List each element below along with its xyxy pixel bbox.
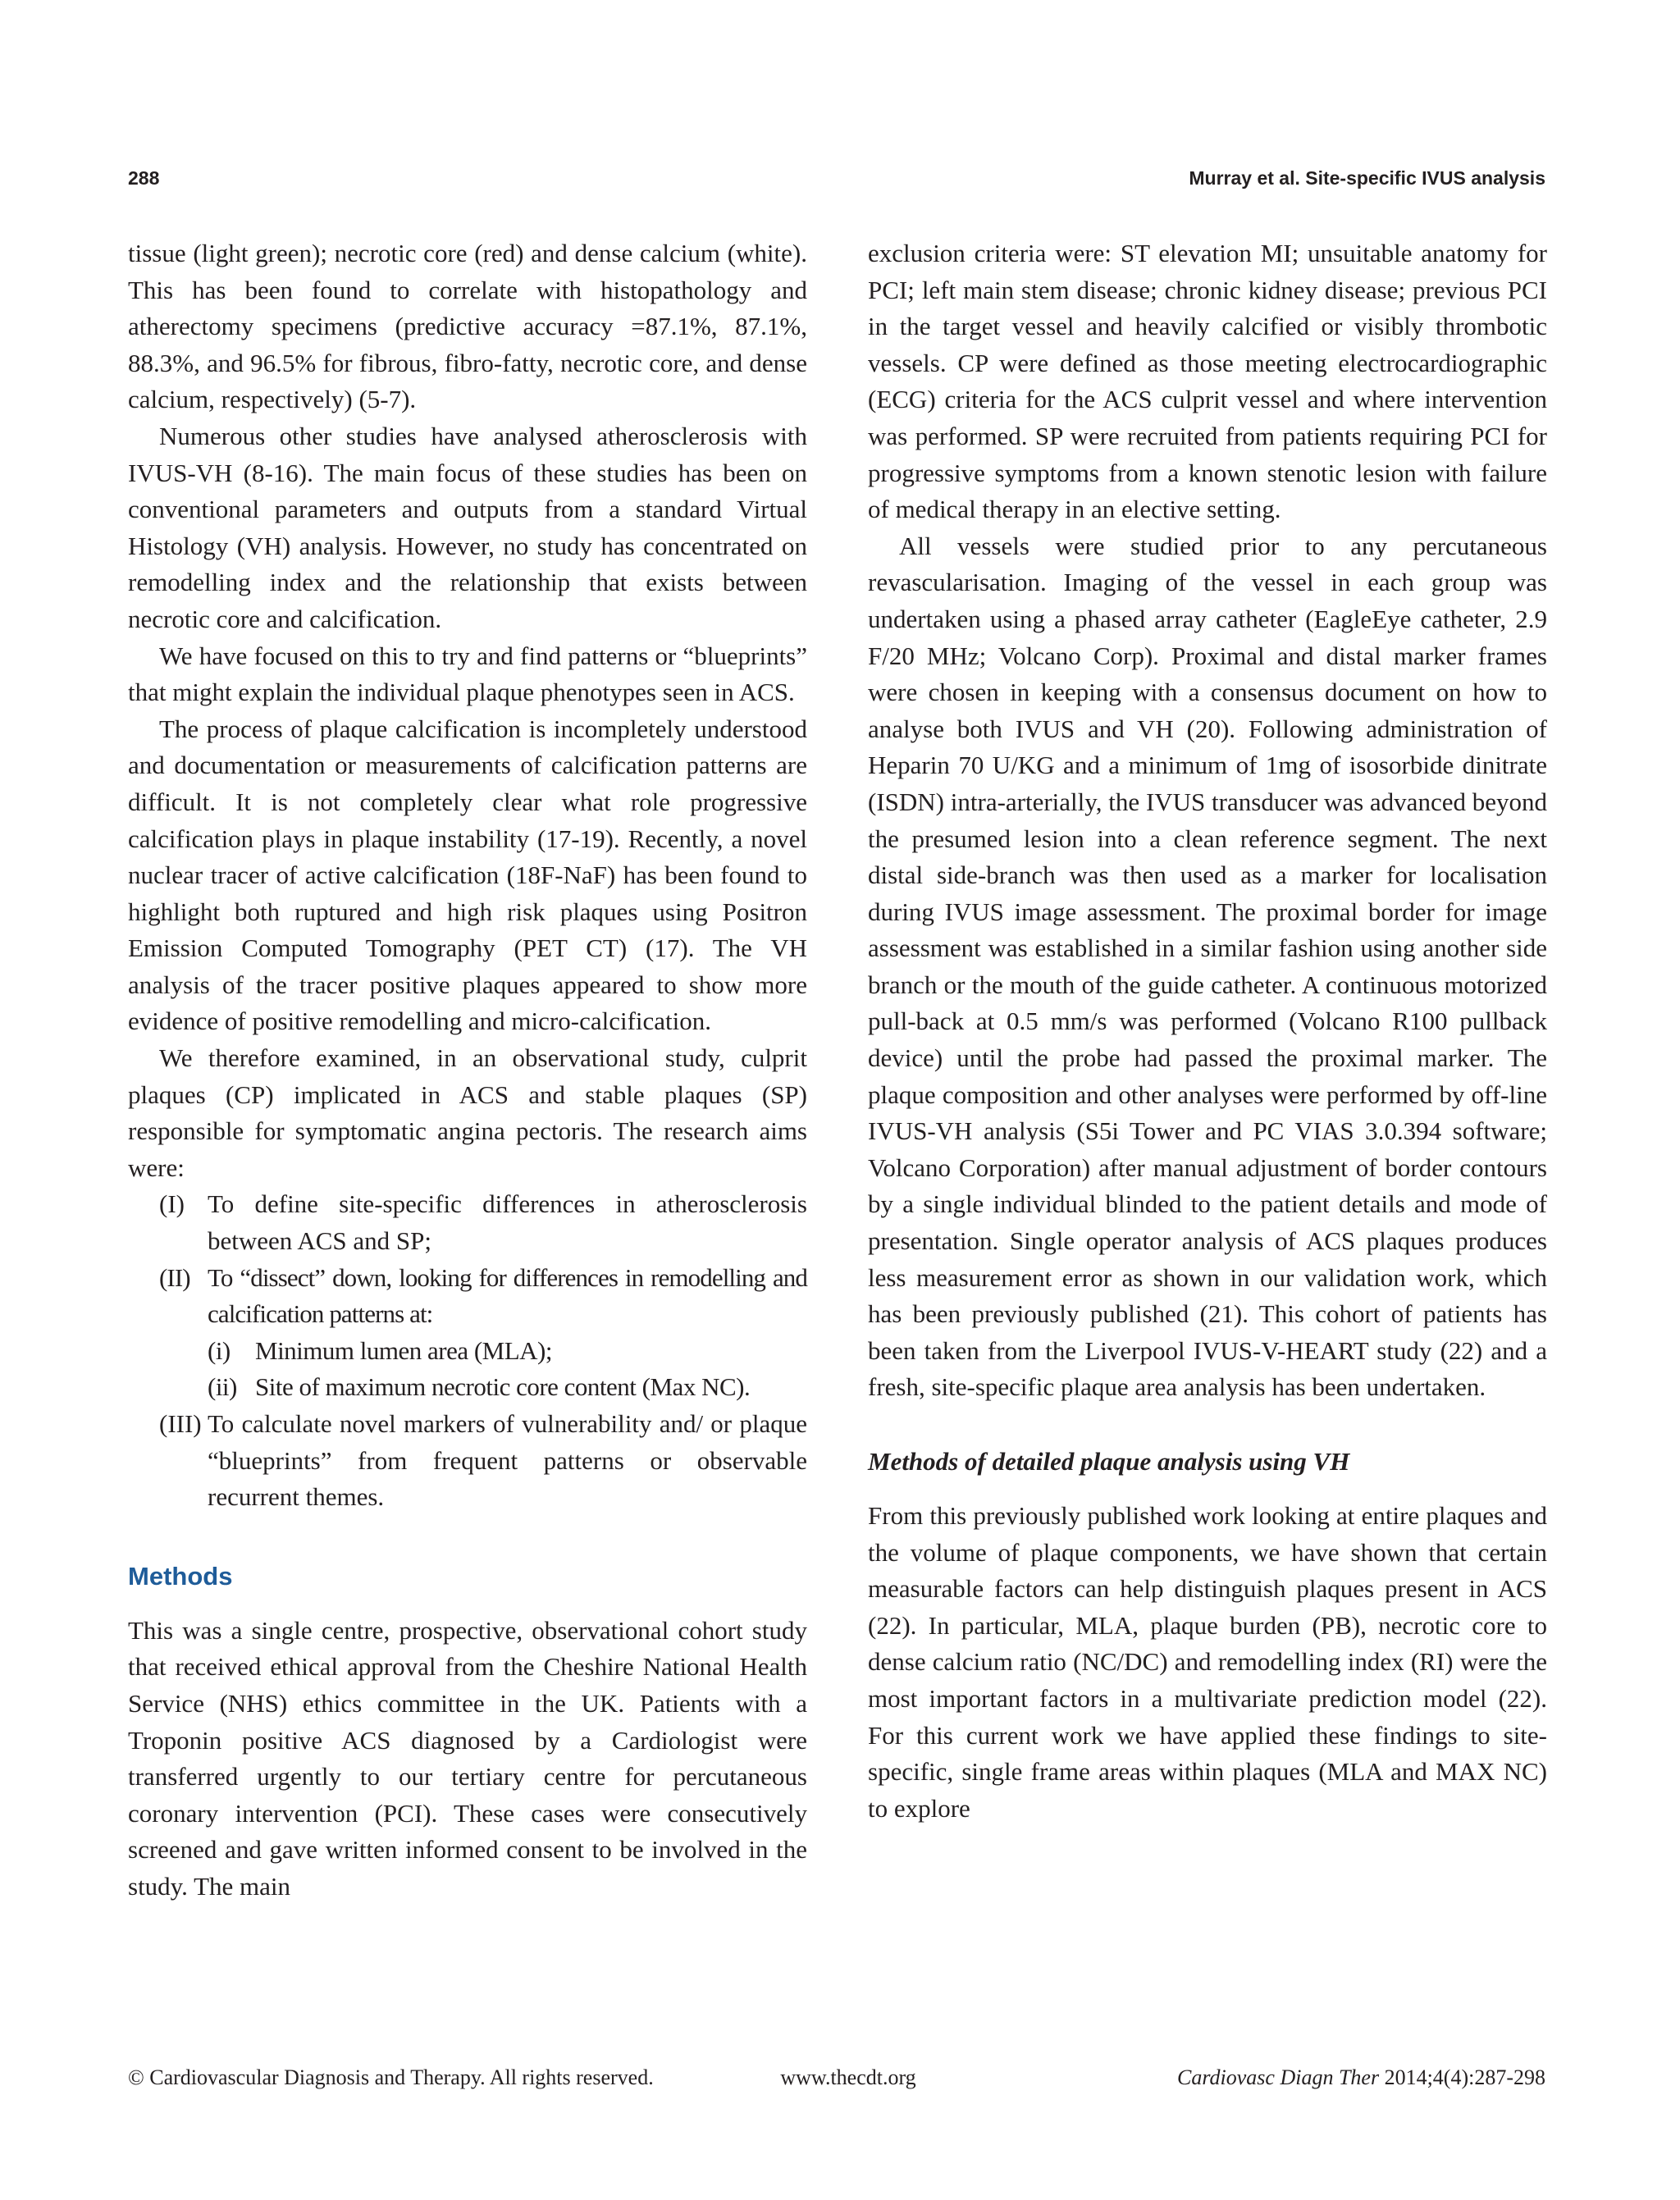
aim-number: (III) — [159, 1409, 202, 1438]
subaim-item — [208, 1333, 807, 1370]
aim-item — [128, 1406, 807, 1516]
aim-item — [128, 1186, 807, 1259]
paragraph-blueprints: We have focused on this to try and find patterns or “blueprints” that might explain the individual plaque phenotypes seen in ACS. — [128, 641, 807, 707]
paragraph-exclusion-criteria: exclusion criteria were: ST elevation MI; unsuitable anatomy for PCI; left main stem disease; chronic kidney disease; previous PCI in the target vessel and heavily calcified or visibly thrombotic vessels. CP were defined as those meeting electrocardiographic (ECG) criteria for the ACS culprit vessel and where intervention was performed. SP were recruited from patients requiring PCI for progressive symptoms from a known stenotic lesion with failure of medical therapy in an elective setting. — [868, 239, 1547, 524]
paragraph-imaging-protocol: All vessels were studied prior to any percutaneous revascularisation. Imaging of the vessel in each group was undertaken using a phased array catheter (EagleEye catheter, 2.9 F/20 MHz; Volcano Corp). Proximal and distal marker frames were chosen in keeping with a consensus document on how to analyse both IVUS and VH (20). Following administration of Heparin 70 U/KG and a minimum of 1mg of isosorbide dinitrate (ISDN) intra-arterially, the IVUS transducer was advanced beyond the presumed lesion into a clean reference segment. The next distal side-branch was then used as a marker for localisation during IVUS image assessment. The proximal border for image assessment was established in a similar fashion using another side branch or the mouth of the guide catheter. A continuous motorized pull-back at 0.5 mm/s was performed (Volcano R100 pullback device) until the probe had passed the proximal marker. The plaque composition and other analyses were performed by off-line IVUS-VH analysis (S5i Tower and PC VIAS 3.0.394 software; Volcano Corporation) after manual adjustment of border contours by a single individual blinded to the patient details and mode of presentation. Single operator analysis of ACS plaques produces less measurement error as shown in our validation work, which has been previously published (21). This cohort of patients has been taken from the Liverpool IVUS-V-HEART study (22) and a fresh, site-specific plaque area analysis has been undertaken. — [868, 531, 1547, 1402]
subaims-list — [208, 1333, 807, 1406]
subaim-text: Site of maximum necrotic core content (Max NC). — [255, 1372, 751, 1402]
subaim-number: (ii) — [208, 1372, 237, 1402]
running-title: Murray et al. Site-specific IVUS analysis — [1189, 167, 1545, 189]
paragraph-vh-accuracy: tissue (light green); necrotic core (red) and dense calcium (white). This has been found to correlate with histopathology and atherectomy specimens (predictive accuracy =87.1%, 87.1%, 88.3%, and 96.5% for fibrous, fibro-fatty, necrotic core, and dense calcium, respectively) (5-7). — [128, 239, 807, 414]
aim-text: To calculate novel markers of vulnerability and/ or plaque “blueprints” from frequent patterns or observable recurrent themes. — [208, 1409, 807, 1512]
citation-volume: 2014;4(4):287-298 — [1379, 2065, 1545, 2089]
journal-citation — [1177, 2065, 1545, 2090]
paragraph-other-studies: Numerous other studies have analysed atherosclerosis with IVUS-VH (8-16). The main focus of these studies has been on conventional parameters and outputs from a standard Virtual Histology (VH) analysis. However, no study has concentrated on remodelling index and the relationship that exists between necrotic core and calcification. — [128, 421, 807, 633]
aim-text: To “dissect” down, looking for differences in remodelling and calcification patterns at: — [208, 1262, 807, 1329]
page-footer — [128, 2065, 1545, 2098]
methods-heading: Methods — [128, 1561, 233, 1591]
right-column — [868, 235, 1547, 1827]
copyright-notice: © Cardiovascular Diagnosis and Therapy. All rights reserved. — [128, 2065, 654, 2089]
aims-list — [128, 1186, 807, 1515]
subaim-item — [208, 1369, 807, 1406]
journal-website-link[interactable]: www.thecdt.org — [780, 2065, 916, 2089]
paragraph-methods: This was a single centre, prospective, observational cohort study that received ethical approval from the Cheshire National Health Service (NHS) ethics committee in the UK. Patients with a Troponin positive ACS diagnosed by a Cardiologist were transferred urgently to our tertiary centre for percutaneous coronary intervention (PCI). These cases were consecutively screened and gave written informed consent to be involved in the study. The main — [128, 1615, 807, 1901]
page-number: 288 — [128, 167, 160, 189]
aim-text: To define site-specific differences in atherosclerosis between ACS and SP; — [208, 1189, 807, 1256]
left-column — [128, 235, 807, 1906]
paragraph-plaque-analysis: From this previously published work looking at entire plaques and the volume of plaque components, we have shown that certain measurable factors can help distinguish plaques present in ACS (22). In particular, MLA, plaque burden (PB), necrotic core to dense calcium ratio (NC/DC) and remodelling index (RI) were the most important factors in a multivariate prediction model (22). For this current work we have applied these findings to site-specific, single frame areas within plaques (MLA and MAX NC) to explore — [868, 1501, 1547, 1823]
aim-item — [128, 1260, 807, 1406]
page-header — [128, 167, 1545, 200]
subaim-number: (i) — [208, 1335, 231, 1365]
subaim-text: Minimum lumen area (MLA); — [255, 1335, 552, 1365]
aim-number: (II) — [159, 1262, 190, 1292]
paragraph-calcification: The process of plaque calcification is incompletely understood and documentation or measurements of calcification patterns are difficult. It is not completely clear what role progressive calcification plays in plaque instability (17-19). Recently, a novel nuclear tracer of active calcification (18F-NaF) has been found to highlight both ruptured and high risk plaques using Positron Emission Computed Tomography (PET CT) (17). The VH analysis of the tracer positive plaques appeared to show more evidence of positive remodelling and micro-calcification. — [128, 714, 807, 1036]
journal-name: Cardiovasc Diagn Ther — [1177, 2065, 1380, 2089]
subsection-heading: Methods of detailed plaque analysis using VH — [868, 1447, 1350, 1476]
paragraph-study-aims-intro: We therefore examined, in an observational study, culprit plaques (CP) implicated in ACS and stable plaques (SP) responsible for symptomatic angina pectoris. The research aims were: — [128, 1043, 807, 1182]
aim-number: (I) — [159, 1189, 185, 1219]
